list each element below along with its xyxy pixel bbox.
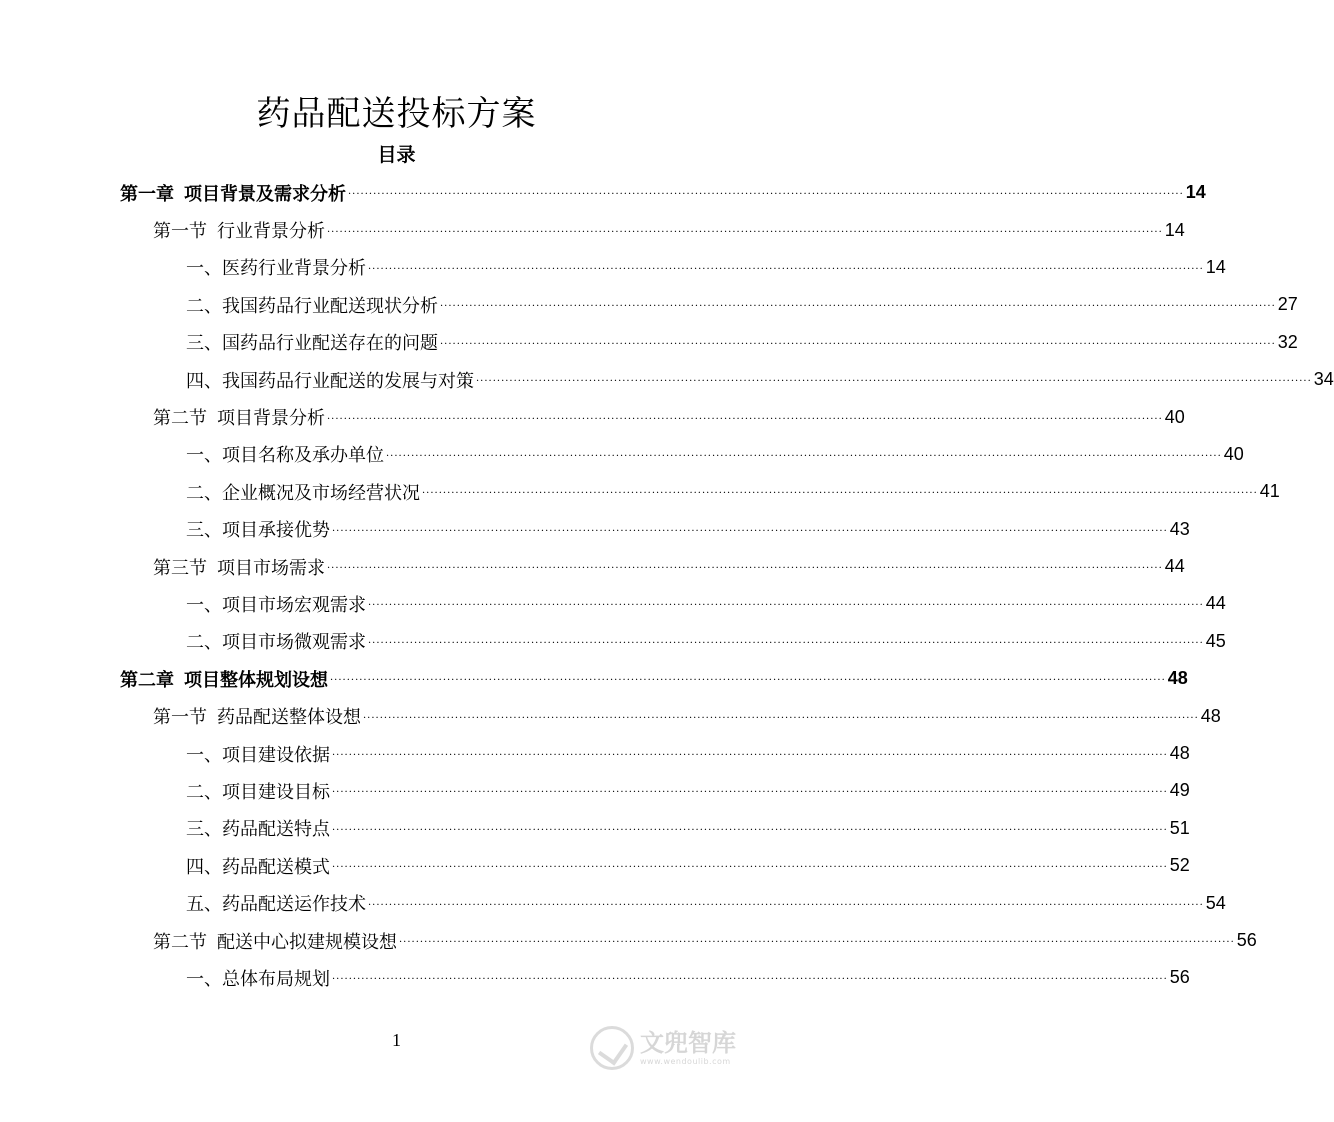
toc-entry-page: 56 [1236,930,1257,950]
document-title: 药品配送投标方案 [256,94,537,134]
toc-entry-page: 48 [1169,743,1190,764]
toc-dot-leader: ········································································································································································································ [368,600,1204,612]
toc-entry-page: 40 [1164,406,1185,427]
toc-entry-label [186,778,330,804]
toc-entry-title: 二、企业概况及市场经营状况 [186,482,420,504]
toc-entry-label [186,853,330,879]
toc-dot-leader: ········································································································································································································ [440,338,1276,350]
watermark-url: www.wendoulib.com [640,1057,731,1066]
toc-dot-leader: ········································································································································································································ [363,712,1199,724]
toc-entry[interactable] [0,585,1226,622]
toc-entry-page: 44 [1205,593,1226,614]
toc-entry[interactable] [0,211,1185,248]
toc-entry-title: 二、项目市场微观需求 [186,632,366,654]
toc-entry[interactable] [0,697,1221,734]
toc-entry-title: 项目市场需求 [217,557,325,579]
toc-entry-page: 56 [1169,967,1190,988]
toc-entry-page: 45 [1205,630,1226,651]
toc-dot-leader: ········································································································································································································ [332,525,1168,537]
toc-entry-page: 48 [1167,668,1188,689]
toc-dot-leader: ········································································································································································································ [332,862,1168,874]
toc-entry-label [186,441,384,467]
toc-entry[interactable] [0,436,1244,473]
watermark-logo-icon [590,1026,634,1070]
toc-entry-label [186,628,366,654]
toc-entry[interactable] [0,398,1185,435]
toc-entry-label [186,890,366,916]
toc-dot-leader: ········································································································································································································ [332,824,1168,836]
toc-entry-label [186,292,438,318]
toc-entry-label [186,367,474,393]
toc-entry[interactable] [0,249,1226,286]
toc-entry-page: 48 [1200,705,1221,726]
page-number: 1 [392,1030,401,1050]
toc-dot-leader: ········································································································································································································ [368,899,1204,911]
toc-entry[interactable] [0,810,1190,847]
toc-entry-title: 项目背景分析 [217,408,325,430]
toc-entry-label [186,329,438,355]
toc-entry-title: 三、国药品行业配送存在的问题 [186,333,438,355]
toc-entry-title: 二、项目建设目标 [186,781,330,803]
toc-dot-leader: ········································································································································································································ [368,637,1204,649]
toc-entry-label [186,254,366,280]
toc-dot-leader: ········································································································································································································ [440,301,1276,313]
toc-entry-prefix: 第一节 [153,221,207,243]
toc-entry-title: 三、项目承接优势 [186,520,330,542]
toc-entry-page: 52 [1169,855,1190,876]
toc-entry[interactable] [0,511,1190,548]
toc-dot-leader: ········································································································································································································ [327,413,1163,425]
toc-dot-leader: ········································································································································································································ [422,488,1258,500]
toc-entry-title: 一、项目建设依据 [186,744,330,766]
toc-entry[interactable] [0,922,1257,959]
toc-entry-label [153,928,397,954]
toc-entry-page: 14 [1205,256,1226,277]
toc-entry-label [186,479,420,505]
toc-entry[interactable] [0,286,1298,323]
toc-entry-title: 二、我国药品行业配送现状分析 [186,295,438,317]
toc-entry-title: 一、项目市场宏观需求 [186,594,366,616]
toc-entry-label [153,554,325,580]
toc-entry-label [186,516,330,542]
toc-entry-label [186,965,330,991]
toc-entry-prefix: 第三节 [153,557,207,579]
toc-entry-page: 14 [1185,182,1206,203]
toc-entry-title: 项目整体规划设想 [184,669,328,691]
toc-entry-title: 一、项目名称及承办单位 [186,445,384,467]
toc-entry-label [186,591,366,617]
toc-entry-label [120,666,328,692]
toc-entry[interactable] [0,473,1280,510]
toc-entry[interactable] [0,361,1334,398]
toc-entry-page: 40 [1223,443,1244,464]
toc-entry-page: 14 [1164,219,1185,240]
toc-entry-title: 四、我国药品行业配送的发展与对策 [186,370,474,392]
toc-entry-title: 三、药品配送特点 [186,819,330,841]
toc-entry[interactable] [0,548,1185,585]
toc-entry-title: 项目背景及需求分析 [184,183,346,205]
toc-entry-prefix: 第二节 [153,408,207,430]
toc-entry-title: 一、医药行业背景分析 [186,258,366,280]
toc-entry-label [120,180,346,206]
toc-entry-label [186,815,330,841]
toc-entry-page: 44 [1164,556,1185,577]
toc-entry-page: 49 [1169,780,1190,801]
toc-entry[interactable] [0,735,1190,772]
toc-entry-prefix: 第一节 [153,707,207,729]
toc-entry-prefix: 第二章 [120,669,174,691]
toc-entry-label [153,217,325,243]
toc-entry-label [153,404,325,430]
watermark-brand: 文兜智库 [640,1029,736,1057]
toc-entry[interactable] [0,174,1206,211]
toc-entry[interactable] [0,324,1298,361]
toc-dot-leader: ········································································································································································································ [330,675,1166,687]
toc-dot-leader: ········································································································································································································ [476,376,1312,388]
toc-dot-leader: ········································································································································································································ [348,189,1184,201]
toc-entry-title: 行业背景分析 [217,221,325,243]
toc-dot-leader: ········································································································································································································ [327,226,1163,238]
toc-entry-page: 43 [1169,518,1190,539]
toc-entry[interactable] [0,884,1226,921]
toc-entry-page: 27 [1277,294,1298,315]
toc-entry-label [186,741,330,767]
toc-entry[interactable] [0,772,1190,809]
toc-entry-page: 51 [1169,817,1190,838]
toc-heading: 目录 [377,144,416,166]
toc-entry[interactable] [0,660,1188,697]
watermark [590,1018,760,1078]
toc-entry-page: 41 [1259,481,1280,502]
toc-dot-leader: ········································································································································································································ [332,750,1168,762]
toc-entry[interactable] [0,959,1190,996]
toc-dot-leader: ········································································································································································································ [327,563,1163,575]
toc-entry-title: 四、药品配送模式 [186,856,330,878]
toc-entry-title: 五、药品配送运作技术 [186,894,366,916]
toc-entry-page: 54 [1205,892,1226,913]
toc-entry-page: 32 [1277,331,1298,352]
table-of-contents [0,174,1334,997]
toc-entry[interactable] [0,847,1190,884]
toc-entry-prefix: 第一章 [120,183,174,205]
toc-dot-leader: ········································································································································································································ [368,263,1204,275]
toc-dot-leader: ········································································································································································································ [399,937,1235,948]
toc-entry-title: 配送中心拟建规模设想 [217,931,397,953]
toc-dot-leader: ········································································································································································································ [332,974,1168,986]
toc-entry-title: 一、总体布局规划 [186,968,330,990]
toc-entry[interactable] [0,623,1226,660]
toc-entry-label [153,703,361,729]
toc-dot-leader: ········································································································································································································ [386,450,1222,462]
toc-dot-leader: ········································································································································································································ [332,787,1168,799]
toc-entry-page: 34 [1313,369,1334,390]
toc-entry-prefix: 第二节 [153,931,207,953]
toc-entry-title: 药品配送整体设想 [217,707,361,729]
